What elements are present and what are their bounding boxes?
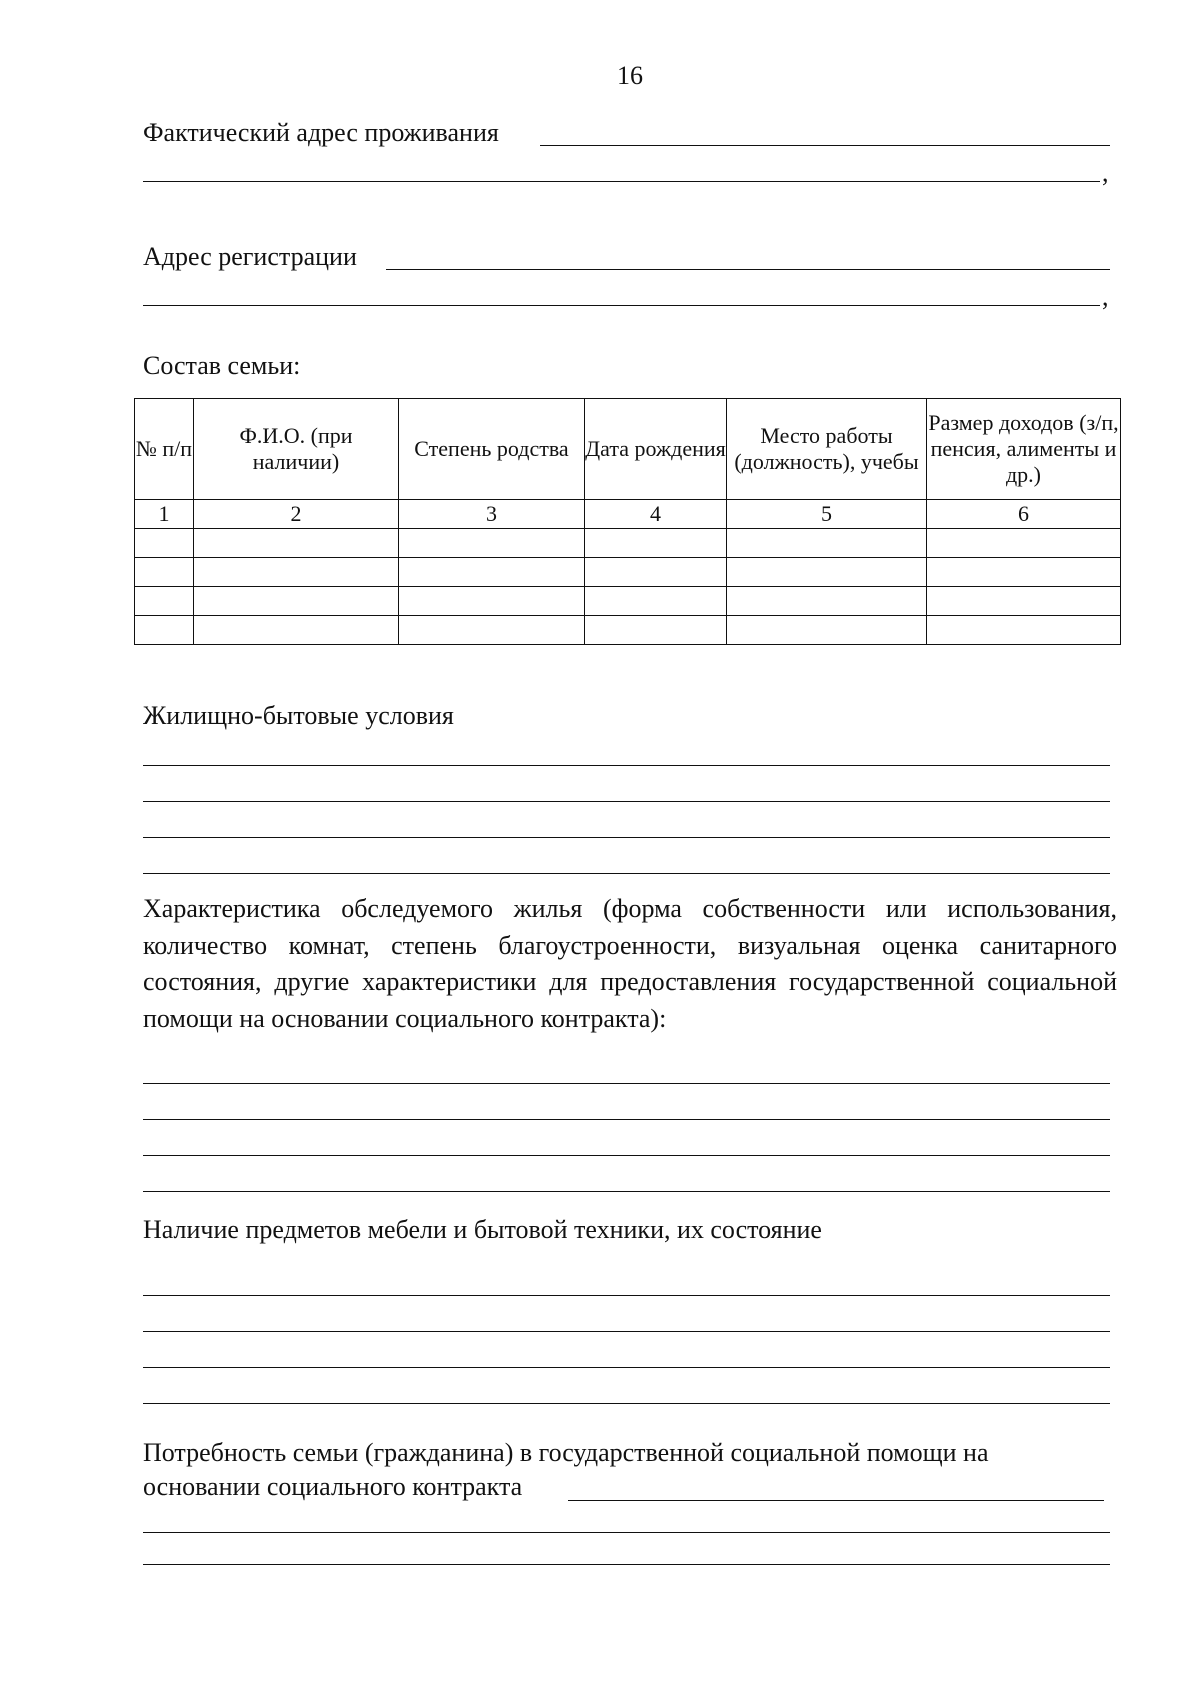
furniture-line[interactable] <box>143 1331 1110 1332</box>
actual-address-comma: , <box>1102 158 1109 187</box>
table-row <box>135 558 1121 587</box>
furniture-label: Наличие предметов мебели и бытовой техники, их состояние <box>143 1215 822 1244</box>
table-cell[interactable] <box>399 558 585 587</box>
living-conditions-line[interactable] <box>143 765 1110 766</box>
table-cell[interactable] <box>927 587 1121 616</box>
table-cell[interactable] <box>399 587 585 616</box>
table-cell[interactable] <box>585 616 727 645</box>
registration-address-label: Адрес регистрации <box>143 242 357 271</box>
living-conditions-line[interactable] <box>143 873 1110 874</box>
living-conditions-line[interactable] <box>143 801 1110 802</box>
family-composition-label: Состав семьи: <box>143 351 301 380</box>
housing-line[interactable] <box>143 1191 1110 1192</box>
need-label-line-1: Потребность семьи (гражданина) в государственной социальной помощи на <box>143 1438 989 1467</box>
table-cell[interactable] <box>399 616 585 645</box>
housing-characteristics-text: Характеристика обследуемого жилья (форма собственности или использования, количество комнат, степень благоустроенности, визуальная оценка санитарного состояния, другие характеристики для предоставления государственной социальной помощи на основании социального контракта): <box>143 894 1117 1034</box>
actual-address-line-1[interactable] <box>540 145 1110 146</box>
column-number-cell: 2 <box>194 500 399 529</box>
column-number-cell: 3 <box>399 500 585 529</box>
actual-address-label: Фактический адрес проживания <box>143 118 499 147</box>
column-number-cell: 1 <box>135 500 194 529</box>
table-cell[interactable] <box>727 529 927 558</box>
table-cell[interactable] <box>585 558 727 587</box>
table-cell[interactable] <box>585 587 727 616</box>
need-line[interactable] <box>143 1532 1110 1533</box>
table-cell[interactable] <box>727 558 927 587</box>
table-header-row <box>135 399 1121 500</box>
column-number-cell: 6 <box>927 500 1121 529</box>
furniture-line[interactable] <box>143 1295 1110 1296</box>
housing-line[interactable] <box>143 1083 1110 1084</box>
registration-address-line-2[interactable] <box>143 305 1100 306</box>
furniture-line[interactable] <box>143 1403 1110 1404</box>
registration-address-line-1[interactable] <box>386 269 1110 270</box>
housing-line[interactable] <box>143 1119 1110 1120</box>
column-number-cell: 4 <box>585 500 727 529</box>
family-composition-table <box>134 398 1121 645</box>
header-relationship: Степень родства <box>399 399 585 500</box>
header-birth-date: Дата рождения <box>585 399 727 500</box>
table-column-numbers-row <box>135 500 1121 529</box>
table-cell[interactable] <box>194 587 399 616</box>
table-cell[interactable] <box>135 616 194 645</box>
table-cell[interactable] <box>927 529 1121 558</box>
housing-line[interactable] <box>143 1155 1110 1156</box>
column-number-cell: 5 <box>727 500 927 529</box>
table-cell[interactable] <box>194 558 399 587</box>
furniture-line[interactable] <box>143 1367 1110 1368</box>
header-full-name: Ф.И.О. (при наличии) <box>194 399 399 500</box>
table-cell[interactable] <box>927 558 1121 587</box>
registration-address-comma: , <box>1102 282 1109 311</box>
page-number: 16 <box>617 61 643 90</box>
table-cell[interactable] <box>927 616 1121 645</box>
table-cell[interactable] <box>727 587 927 616</box>
table-row <box>135 529 1121 558</box>
need-label-line-2: основании социального контракта <box>143 1472 523 1501</box>
table-cell[interactable] <box>727 616 927 645</box>
header-income: Размер доходов (з/п, пенсия, алименты и др.) <box>927 399 1121 500</box>
table-cell[interactable] <box>135 587 194 616</box>
table-cell[interactable] <box>135 558 194 587</box>
need-line[interactable] <box>568 1500 1104 1501</box>
table-row <box>135 587 1121 616</box>
table-row <box>135 616 1121 645</box>
table-cell[interactable] <box>194 616 399 645</box>
table-cell[interactable] <box>585 529 727 558</box>
living-conditions-label: Жилищно-бытовые условия <box>143 701 454 730</box>
table-cell[interactable] <box>399 529 585 558</box>
living-conditions-line[interactable] <box>143 837 1110 838</box>
table-cell[interactable] <box>135 529 194 558</box>
header-number: № п/п <box>135 399 194 500</box>
need-line[interactable] <box>143 1564 1110 1565</box>
table-cell[interactable] <box>194 529 399 558</box>
header-work-place: Место работы (должность), учебы <box>727 399 927 500</box>
actual-address-line-2[interactable] <box>143 181 1100 182</box>
